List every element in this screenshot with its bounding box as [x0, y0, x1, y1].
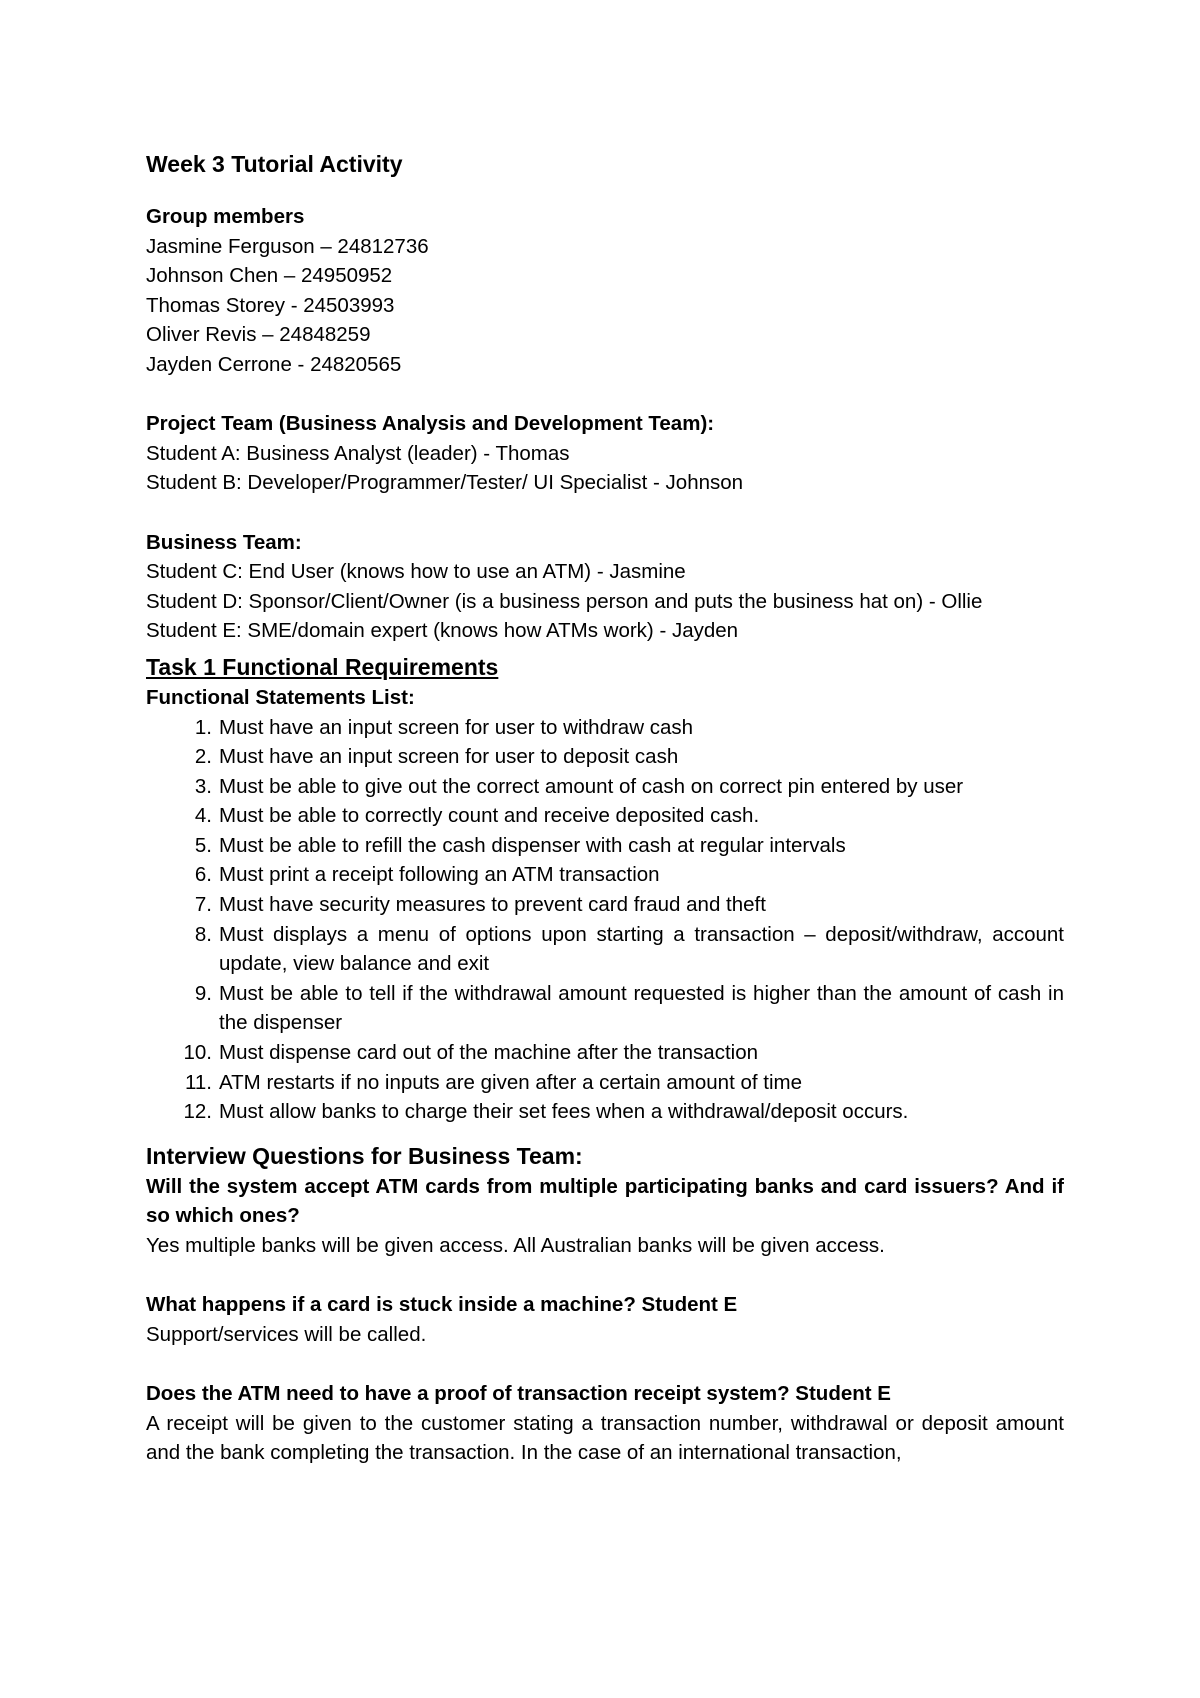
spacer: [146, 1261, 1064, 1291]
requirements-list: [146, 713, 1064, 1127]
group-member: Jayden Cerrone - 24820565: [146, 352, 402, 376]
group-member: Oliver Revis – 24848259: [146, 323, 371, 347]
project-team-role: Student A: Business Analyst (leader) - Thomas: [146, 441, 570, 465]
business-team-heading: Business Team:: [146, 530, 302, 554]
spacer: [146, 380, 1064, 410]
requirement-item: Must have an input screen for user to withdraw cash: [219, 715, 694, 739]
group-member: Thomas Storey - 24503993: [146, 293, 395, 317]
interview-question: Does the ATM need to have a proof of transaction receipt system? Student E: [146, 1381, 891, 1405]
interview-title: Interview Questions for Business Team:: [146, 1142, 583, 1169]
spacer: [146, 1349, 1064, 1379]
requirement-item: ATM restarts if no inputs are given after a certain amount of time: [219, 1070, 802, 1094]
requirement-item: Must displays a menu of options upon starting a transaction – deposit/withdraw, account update, view balance and exit: [219, 922, 1064, 976]
functional-statements-heading: Functional Statements List:: [146, 685, 415, 709]
interview-answer: Support/services will be called.: [146, 1322, 427, 1346]
business-team-role: Student E: SME/domain expert (knows how ATMs work) - Jayden: [146, 619, 739, 643]
document-title: Week 3 Tutorial Activity: [146, 151, 403, 177]
requirement-item: Must allow banks to charge their set fees when a withdrawal/deposit occurs.: [219, 1100, 909, 1124]
interview-answer: Yes multiple banks will be given access. All Australian banks will be given access.: [146, 1234, 885, 1257]
project-team-heading: Project Team (Business Analysis and Development Team):: [146, 412, 715, 436]
requirement-item: Must have security measures to prevent card fraud and theft: [219, 893, 766, 917]
requirement-item: Must be able to tell if the withdrawal amount requested is higher than the amount of cash in the dispenser: [219, 981, 1064, 1035]
requirement-item: Must have an input screen for user to deposit cash: [219, 745, 679, 769]
requirement-item: Must be able to give out the correct amount of cash on correct pin entered by user: [219, 774, 964, 798]
business-team-role: Student D: Sponsor/Client/Owner (is a business person and puts the business hat on) - Ollie: [146, 589, 983, 613]
document-page: [146, 148, 1064, 1468]
requirement-item: Must be able to correctly count and receive deposited cash.: [219, 804, 760, 828]
group-members-heading: Group members: [146, 205, 305, 228]
business-team-role: Student C: End User (knows how to use an ATM) - Jasmine: [146, 560, 686, 584]
task1-title: Task 1 Functional Requirements: [146, 653, 499, 680]
interview-question: What happens if a card is stuck inside a machine? Student E: [146, 1293, 738, 1317]
interview-answer: A receipt will be given to the customer stating a transaction number, withdrawal or deposit amount and the bank completing the transaction. In the case of an international transaction,: [146, 1411, 1064, 1465]
requirement-item: Must dispense card out of the machine after the transaction: [219, 1041, 758, 1065]
group-member: Johnson Chen – 24950952: [146, 264, 393, 288]
spacer: [146, 498, 1064, 528]
interview-question: Will the system accept ATM cards from multiple participating banks and card issuers? And if so which ones?: [146, 1174, 1064, 1228]
project-team-role: Student B: Developer/Programmer/Tester/ UI Specialist - Johnson: [146, 471, 744, 495]
requirement-item: Must print a receipt following an ATM transaction: [219, 863, 660, 887]
group-member: Jasmine Ferguson – 24812736: [146, 234, 429, 258]
requirement-item: Must be able to refill the cash dispenser with cash at regular intervals: [219, 833, 846, 857]
